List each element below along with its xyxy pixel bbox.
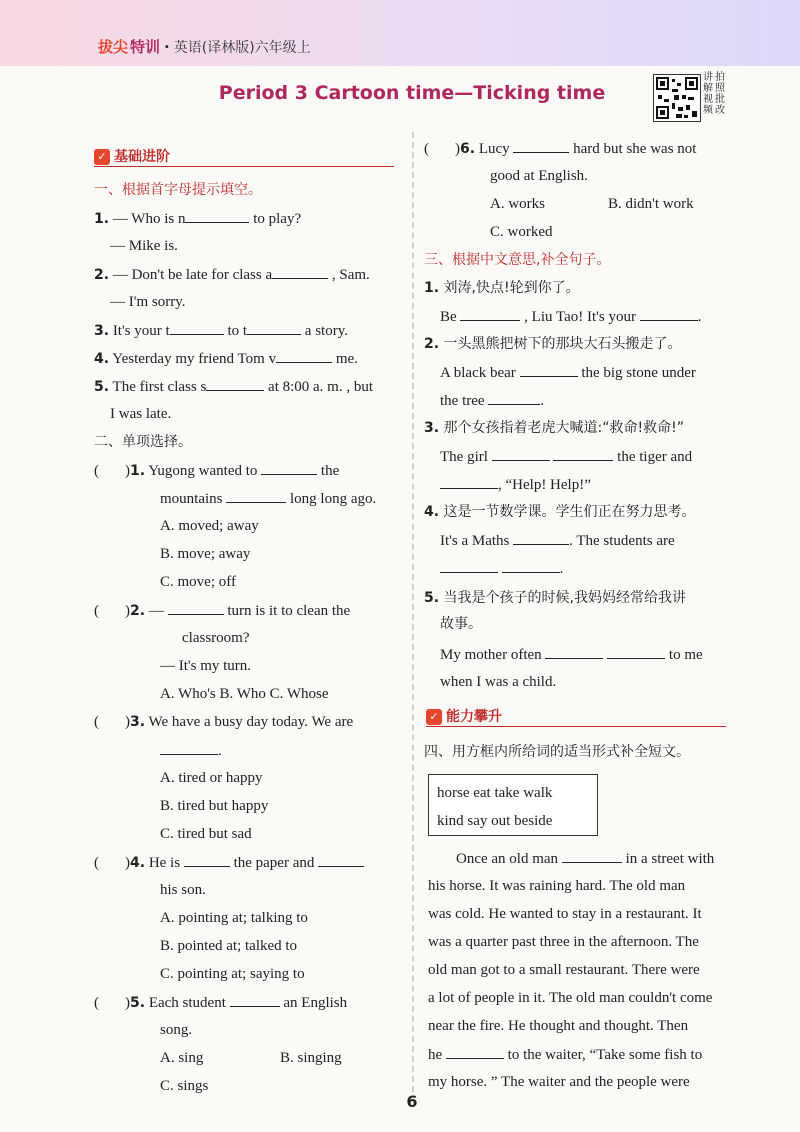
answer-paren-open: ( [94, 603, 99, 619]
answer-slot[interactable] [99, 993, 125, 1007]
question-text: turn is it to clean the [223, 603, 351, 619]
answer-blank[interactable] [160, 740, 218, 755]
fill-question-2 [94, 264, 370, 285]
question-text: — Don't be late for class a [112, 267, 273, 283]
passage-line: his horse. It was raining hard. The old man [428, 878, 686, 894]
answer-blank[interactable] [247, 320, 301, 335]
option-a[interactable]: A. works [490, 196, 545, 212]
question-text: — Who is n [112, 211, 186, 227]
section-underline [94, 166, 394, 167]
answer-blank[interactable] [513, 530, 569, 545]
answer-paren-open: ( [94, 995, 99, 1011]
translate-question-1 [424, 278, 580, 298]
question-number: 5. [94, 379, 110, 395]
answer-paren-close: ) [125, 855, 130, 871]
answer-blank[interactable] [318, 852, 364, 867]
passage-text: to the waiter, “Take some fish to [503, 1047, 703, 1063]
passage-line: was cold. He wanted to stay in a restaurant. It [428, 906, 702, 922]
answer-paren-open: ( [94, 463, 99, 479]
chinese-prompt: 一头黑熊把树下的那块大石头搬走了。 [443, 336, 682, 352]
answer-paren-close: ) [125, 463, 130, 479]
question-text: The first class s [112, 379, 207, 395]
answer-blank[interactable] [170, 320, 224, 335]
question-text: It's your t [112, 323, 170, 339]
question-text: the big stone under [577, 365, 696, 381]
question-text: mountains [160, 491, 223, 507]
answer-blank[interactable] [460, 306, 520, 321]
option-c[interactable]: C. sings [160, 1078, 209, 1094]
section-header-advanced [426, 706, 502, 726]
translate-question-5 [424, 588, 686, 608]
question-number: 5. [424, 590, 440, 606]
answer-blank[interactable] [502, 558, 560, 573]
answer-blank[interactable] [520, 362, 578, 377]
question-text: , “Help! Help!” [498, 477, 591, 493]
question-text: hard but she was not [569, 141, 697, 157]
option-b[interactable]: B. move; away [160, 546, 251, 562]
qr-caption-char: 改 [715, 105, 725, 116]
section-icon: ✓ [94, 149, 110, 165]
answer-slot[interactable] [99, 853, 125, 867]
question-text: Be [440, 309, 457, 325]
page-title: Period 3 Cartoon time—Ticking time [218, 82, 606, 104]
option-b[interactable]: B. tired but happy [160, 798, 269, 814]
option-c[interactable]: C. tired but sad [160, 826, 252, 842]
passage-line: near the fire. He thought and thought. Then [428, 1018, 689, 1034]
question-text: The girl [440, 449, 488, 465]
answer-paren-open: ( [94, 855, 99, 871]
answer-blank[interactable] [272, 264, 328, 279]
question-text: , Liu Tao! It's your [520, 309, 636, 325]
column-divider [412, 132, 414, 1092]
question-number: 2. [424, 336, 440, 352]
fill-question-3 [94, 320, 348, 341]
choice-question-3 [94, 712, 353, 732]
brand-separator: · [164, 38, 170, 56]
qr-caption-char: 讲 [703, 72, 713, 83]
answer-blank[interactable] [276, 348, 332, 363]
question-number: 2. [130, 603, 146, 619]
qr-code-icon[interactable] [653, 74, 701, 122]
option-b[interactable]: B. didn't work [608, 196, 694, 212]
question-text: to t [223, 323, 248, 339]
question-text: — Mike is. [110, 238, 178, 254]
brand-part-1: 拔尖 [98, 38, 129, 56]
qr-caption-char: 解 [703, 83, 713, 94]
question-text: long long ago. [286, 491, 377, 507]
choice-question-4 [94, 852, 364, 873]
answer-blank[interactable] [488, 390, 540, 405]
question-number: 4. [94, 351, 110, 367]
question-text: at 8:00 a. m. , but [264, 379, 374, 395]
part1-heading: 一、根据首字母提示填空。 [94, 182, 262, 198]
question-text: an English [279, 995, 348, 1011]
question-text: A black bear [440, 365, 516, 381]
section-header-basic [94, 146, 170, 166]
question-text: his son. [160, 882, 206, 898]
answer-paren-close: ) [125, 603, 130, 619]
answer-blank[interactable] [640, 306, 698, 321]
question-text: classroom? [182, 630, 250, 646]
answer-paren-open: ( [94, 714, 99, 730]
answer-line [440, 362, 696, 383]
passage-text: Once an old man [456, 851, 559, 867]
answer-blank[interactable] [513, 138, 569, 153]
question-number: 5. [130, 995, 146, 1011]
question-text: My mother often [440, 647, 542, 663]
answer-blank[interactable] [185, 208, 249, 223]
option-a[interactable]: A. sing [160, 1050, 204, 1066]
question-number: 3. [424, 420, 440, 436]
answer-line [440, 644, 703, 665]
question-text: the tiger and [613, 449, 693, 465]
fill-question-5 [94, 376, 373, 397]
section-label: 基础进阶 [114, 149, 170, 165]
answer-line [440, 446, 692, 467]
answer-line [440, 530, 675, 551]
question-text: good at English. [490, 168, 588, 184]
chinese-prompt: 当我是个孩子的时候,我妈妈经常给我讲 [443, 590, 686, 606]
answer-blank[interactable] [446, 1044, 504, 1059]
question-text: I was late. [110, 406, 172, 422]
qr-caption [703, 72, 727, 116]
choice-question-5 [94, 992, 347, 1013]
answer-slot[interactable] [99, 601, 125, 615]
option-c[interactable]: C. move; off [160, 574, 236, 590]
page-number: 6 [406, 1092, 418, 1111]
options-row[interactable]: A. Who's B. Who C. Whose [160, 686, 329, 702]
section-icon: ✓ [426, 709, 442, 725]
option-b[interactable]: B. pointed at; talked to [160, 938, 298, 954]
question-number: 3. [130, 714, 146, 730]
answer-blank[interactable] [440, 474, 498, 489]
choice-question-2 [94, 600, 350, 621]
qr-caption-char: 拍 [715, 72, 725, 83]
option-b[interactable]: B. singing [280, 1050, 342, 1066]
question-number: 1. [94, 211, 110, 227]
question-text: a story. [301, 323, 348, 339]
passage-line [456, 848, 714, 869]
question-number: 2. [94, 267, 110, 283]
fill-question-4 [94, 348, 358, 369]
option-c[interactable]: C. worked [490, 224, 553, 240]
answer-blank[interactable] [230, 992, 280, 1007]
passage-line: my horse. ” The waiter and the people were [428, 1074, 690, 1090]
word-box-row: horse eat take walk [437, 785, 553, 801]
answer-line: Be , Liu Tao! It's your . [440, 306, 701, 327]
answer-blank[interactable] [440, 558, 498, 573]
answer-slot[interactable] [99, 461, 125, 475]
answer-blank[interactable] [553, 446, 613, 461]
translate-question-2 [424, 334, 682, 354]
question-text: Each student [148, 995, 226, 1011]
chinese-prompt: 刘涛,快点!轮到你了。 [443, 280, 580, 296]
qr-caption-char: 视 [703, 94, 713, 105]
question-text: song. [160, 1022, 193, 1038]
choice-question-1 [94, 460, 339, 481]
passage-line: a lot of people in it. The old man couldn't come [428, 990, 713, 1006]
question-text: — I'm sorry. [110, 294, 186, 310]
answer-blank[interactable] [168, 600, 224, 615]
translate-question-3 [424, 418, 684, 438]
question-number: 4. [130, 855, 146, 871]
answer-paren-close: ) [455, 141, 460, 157]
answer-line: . [440, 558, 564, 579]
option-c[interactable]: C. pointing at; saying to [160, 966, 305, 982]
chinese-prompt: 这是一节数学课。学生们正在努力思考。 [443, 504, 696, 520]
qr-caption-char: 批 [715, 94, 725, 105]
option-a[interactable]: A. tired or happy [160, 770, 263, 786]
question-number: 4. [424, 504, 440, 520]
answer-blank[interactable] [261, 460, 317, 475]
question-text: . The students are [569, 533, 675, 549]
word-box-row: kind say out beside [437, 813, 553, 829]
answer-blank[interactable] [545, 644, 603, 659]
subject-label: 英语(译林版)六年级上 [173, 40, 311, 56]
question-text: when I was a child. [440, 674, 557, 690]
chinese-prompt: 那个女孩指着老虎大喊道:“救命!救命!” [443, 420, 684, 436]
question-number: 1. [130, 463, 146, 479]
question-text: the tree [440, 393, 485, 409]
passage-line [428, 1044, 702, 1065]
question-text: We have a busy day today. We are [148, 714, 354, 730]
answer-line: the tree . [440, 390, 544, 411]
passage-line: old man got to a small restaurant. There were [428, 962, 700, 978]
question-text: — It's my turn. [160, 658, 252, 674]
book-brand [98, 36, 311, 57]
question-text: Lucy [478, 141, 510, 157]
brand-part-2: 特训 [130, 38, 161, 56]
chinese-prompt: 故事。 [440, 616, 482, 632]
answer-blank[interactable] [607, 644, 665, 659]
passage-text: he [428, 1047, 443, 1063]
answer-paren-close: ) [125, 995, 130, 1011]
answer-blank[interactable] [206, 376, 264, 391]
part3-heading: 三、根据中文意思,补全句子。 [424, 252, 611, 268]
question-text: Yugong wanted to [148, 463, 258, 479]
qr-caption-char: 频 [703, 105, 713, 116]
question-text-cont: . [160, 740, 222, 761]
answer-blank[interactable] [562, 848, 622, 863]
question-number: 6. [460, 141, 476, 157]
section-underline [426, 726, 726, 727]
translate-question-4 [424, 502, 696, 522]
question-text: It's a Maths [440, 533, 510, 549]
answer-paren-open: ( [424, 141, 429, 157]
question-text: the paper and [229, 855, 315, 871]
answer-blank[interactable] [226, 488, 286, 503]
word-box [428, 774, 598, 836]
answer-slot[interactable] [99, 712, 125, 726]
answer-blank[interactable] [184, 852, 230, 867]
question-text: the [317, 463, 340, 479]
question-text: — [148, 603, 164, 619]
option-a[interactable]: A. pointing at; talking to [160, 910, 308, 926]
answer-blank[interactable] [492, 446, 550, 461]
passage-text: in a street with [621, 851, 715, 867]
question-text: Yesterday my friend Tom v [112, 351, 277, 367]
answer-line [440, 474, 591, 495]
section-label: 能力攀升 [446, 709, 502, 725]
question-text: He is [148, 855, 181, 871]
qr-caption-char: 照 [715, 83, 725, 94]
answer-slot[interactable] [429, 139, 455, 153]
question-text: me. [332, 351, 358, 367]
question-number: 1. [424, 280, 440, 296]
choice-question-6 [424, 138, 696, 159]
answer-paren-close: ) [125, 714, 130, 730]
passage-line: was a quarter past three in the afternoon. The [428, 934, 699, 950]
part2-heading: 二、单项选择。 [94, 434, 192, 450]
part4-heading: 四、用方框内所给词的适当形式补全短文。 [424, 744, 690, 760]
question-text-cont [160, 488, 376, 509]
question-text: to play? [249, 211, 302, 227]
question-text: , Sam. [328, 267, 370, 283]
question-number: 3. [94, 323, 110, 339]
fill-question-1 [94, 208, 301, 229]
option-a[interactable]: A. moved; away [160, 518, 259, 534]
question-text: to me [665, 647, 703, 663]
